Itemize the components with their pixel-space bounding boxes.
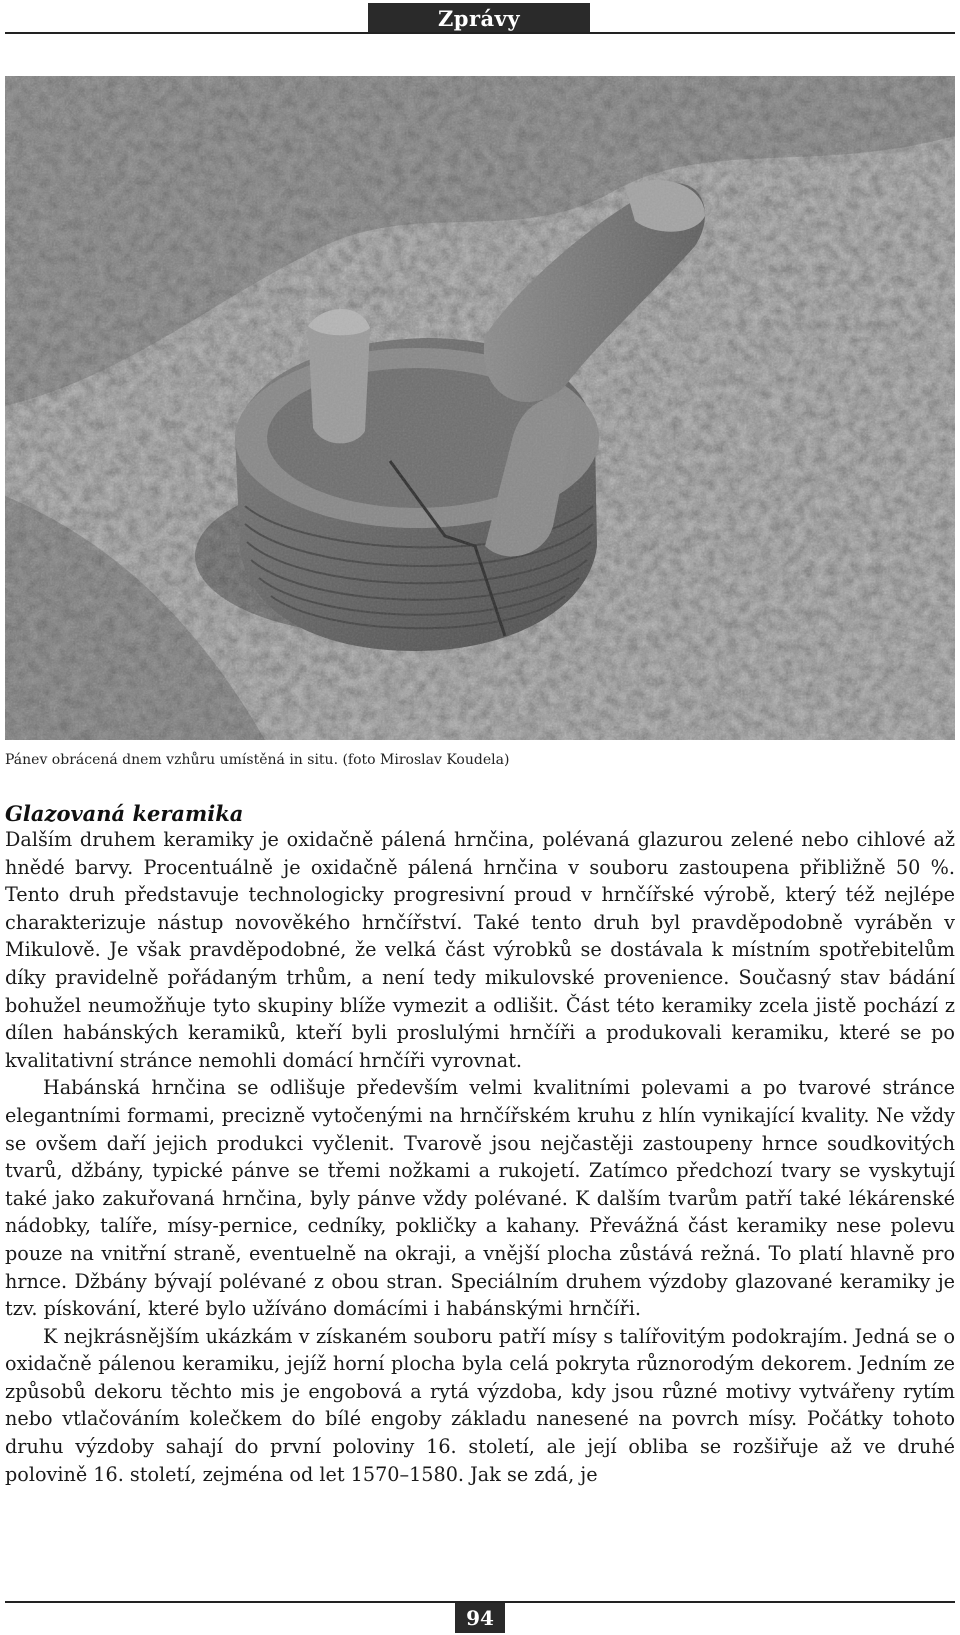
- article-body: [5, 826, 955, 1488]
- section-title: Zprávy: [368, 3, 590, 34]
- paragraph-3: K nejkrásnějším ukázkám v získaném souboru patří mísy s talířovitým podokrajím. Jedná se o oxidačně pálenou keramiku, jejíž horní plocha byla celá pokryta různorodým dekorem. Jedním ze způsobů dekoru těchto mis je engobová a rytá výzdoba, kdy jsou různé motivy vytvářeny rytím nebo vtlačováním kolečkem do bílé engoby základu nanesené na povrch mísy. Počátky tohoto druhu výzdoby sahají do první poloviny 16. století, ale její obliba se rozšiřuje až ve druhé polovině 16. století, zejména od let 1570–1580. Jak se zdá, je: [5, 1324, 955, 1486]
- photo-caption: Pánev obrácená dnem vzhůru umístěná in situ. (foto Miroslav Koudela): [5, 752, 510, 768]
- header-rule: [5, 32, 955, 34]
- paragraph-1: Dalším druhem keramiky je oxidačně pálená hrnčina, polévaná glazurou zelené nebo cihlové až hnědé barvy. Procentuálně je oxidačně pálená hrnčina v souboru zastoupena přibližně 50 %. Tento druh představuje technologicky progresivní proud v hrnčířské výrobě, který též nejlépe charakterizuje nástup novověkého hrnčířství. Také tento druh byl pravděpodobně vyráběn v Mikulově. Je však pravděpodobné, že velká část výrobků se dostávala k místním spotřebitelům díky pravidelně pořádaným trhům, a není tedy mikulovské provenience. Současný stav bádání bohužel neumožňuje tyto skupiny blíže vymezit a odlišit. Část této keramiky zcela jistě pochází z dílen habánských keramiků, kteří byli proslulými hrnčíři a produkovali keramiku, které se po kvalitativní stránce nemohli domácí hrnčíři vyrovnat.: [5, 828, 955, 1072]
- page-number: 94: [455, 1603, 505, 1633]
- section-heading: Glazovaná keramika: [5, 801, 244, 826]
- paragraph-2: Habánská hrnčina se odlišuje především velmi kvalitními polevami a po tvarové stránce elegantními formami, precizně vytočenými na hrnčířském kruhu z hlín vynikající kvality. Ne vždy se ovšem daří jejich produkci vyčlenit. Tvarově jsou nejčastěji zastoupeny hrnce soudkovitých tvarů, džbány, typické pánve se třemi nožkami a rukojetí. Zatímco předchozí tvary se vyskytují také jako zakuřovaná hrnčina, byly pánve vždy polévané. K dalším tvarům patří také lékárenské nádobky, talíře, mísy-pernice, cedníky, pokličky a kahany. Převážná část keramiky nese polevu pouze na vnitřní straně, eventuelně na okraji, a vnější plocha zůstává režná. To platí hlavně pro hrnce. Džbány bývají polévané z obou stran. Speciálním druhem výzdoby glazované keramiky je tzv. pískování, které bylo užíváno domácími i habánskými hrnčíři.: [5, 1076, 955, 1321]
- running-header: [0, 0, 960, 36]
- excavation-photo: [5, 76, 955, 740]
